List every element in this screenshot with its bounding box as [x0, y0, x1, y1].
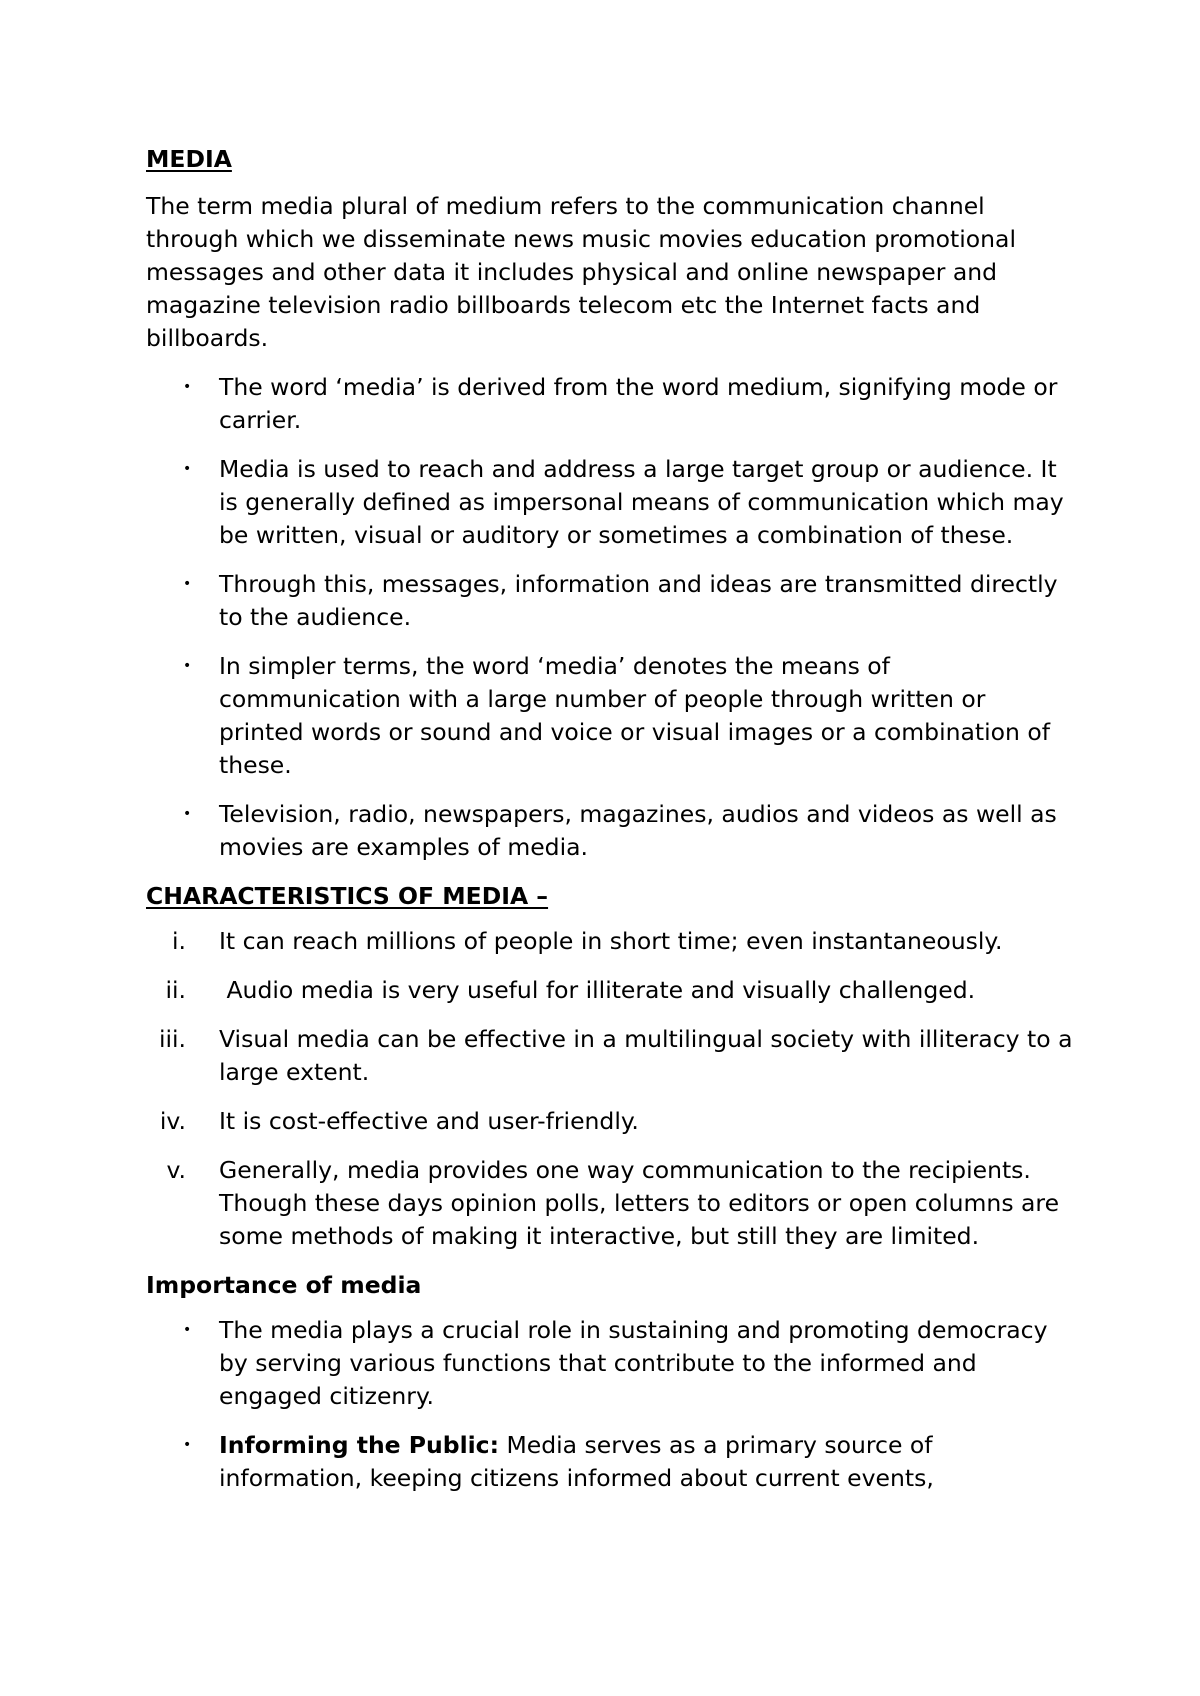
- list-item-text: In simpler terms, the word ‘media’ denotes the means of communication with a large number of people through written or printed words or sound and voice or visual images or a combination of these.: [219, 652, 1051, 779]
- list-item-lead: Informing the Public:: [219, 1431, 500, 1459]
- list-item: [146, 650, 1076, 782]
- numbered-item-text: Visual media can be effective in a multilingual society with illiteracy to a large extent.: [219, 1025, 1073, 1086]
- item-numeral: iv.: [159, 1107, 186, 1135]
- numbered-item: [146, 925, 1076, 958]
- importance-list: [146, 1314, 1076, 1495]
- list-item: [146, 1314, 1076, 1413]
- page-title: MEDIA: [146, 145, 232, 173]
- definition-list: [146, 371, 1076, 864]
- intro-paragraph: The term media plural of medium refers to the communication channel through which we disseminate news music movies education promotional messages and other data it includes physical and online newspaper and magazine television radio billboards telecom etc the Internet facts and billboards.: [146, 192, 1016, 352]
- list-item-text: Media serves as a primary source of information, keeping citizens informed about current events,: [219, 1431, 941, 1492]
- bullet-icon: •: [183, 658, 192, 674]
- numbered-item: [146, 1154, 1076, 1253]
- list-item: [146, 798, 1076, 864]
- numbered-item: [146, 1023, 1076, 1089]
- bullet-icon: •: [183, 379, 192, 395]
- list-item: [146, 371, 1076, 437]
- numbered-item-text: It can reach millions of people in short time; even instantaneously.: [219, 927, 1003, 955]
- numbered-item-text: Audio media is very useful for illiterate and visually challenged.: [219, 976, 976, 1004]
- item-numeral: i.: [172, 927, 186, 955]
- document-page: [146, 143, 1076, 1511]
- characteristics-list: [146, 925, 1076, 1253]
- list-item: [146, 1429, 1076, 1495]
- item-numeral: ii.: [165, 976, 186, 1004]
- list-item: [146, 568, 1076, 634]
- importance-heading: Importance of media: [146, 1271, 422, 1299]
- bullet-icon: •: [183, 806, 192, 822]
- bullet-icon: •: [183, 1437, 192, 1453]
- numbered-item-text: Generally, media provides one way communication to the recipients. Though these days opinion polls, letters to editors or open columns are some methods of making it interactive, but still they are limited.: [219, 1156, 1060, 1250]
- list-item: [146, 453, 1076, 552]
- list-item-text: The media plays a crucial role in sustaining and promoting democracy by serving various functions that contribute to the informed and engaged citizenry.: [219, 1316, 1048, 1410]
- list-item-text: Media is used to reach and address a large target group or audience. It is generally defined as impersonal means of communication which may be written, visual or auditory or sometimes a combination of these.: [219, 455, 1064, 549]
- numbered-item: [146, 974, 1076, 1007]
- list-item-text: The word ‘media’ is derived from the word medium, signifying mode or carrier.: [219, 373, 1058, 434]
- item-numeral: v.: [166, 1156, 186, 1184]
- list-item-text: Television, radio, newspapers, magazines, audios and videos as well as movies are examples of media.: [219, 800, 1057, 861]
- item-numeral: iii.: [158, 1025, 186, 1053]
- bullet-icon: •: [183, 1322, 192, 1338]
- numbered-item-text: It is cost-effective and user-friendly.: [219, 1107, 639, 1135]
- bullet-icon: •: [183, 576, 192, 592]
- list-item-text: Through this, messages, information and ideas are transmitted directly to the audience.: [219, 570, 1058, 631]
- numbered-item: [146, 1105, 1076, 1138]
- bullet-icon: •: [183, 461, 192, 477]
- characteristics-heading: CHARACTERISTICS OF MEDIA –: [146, 882, 549, 910]
